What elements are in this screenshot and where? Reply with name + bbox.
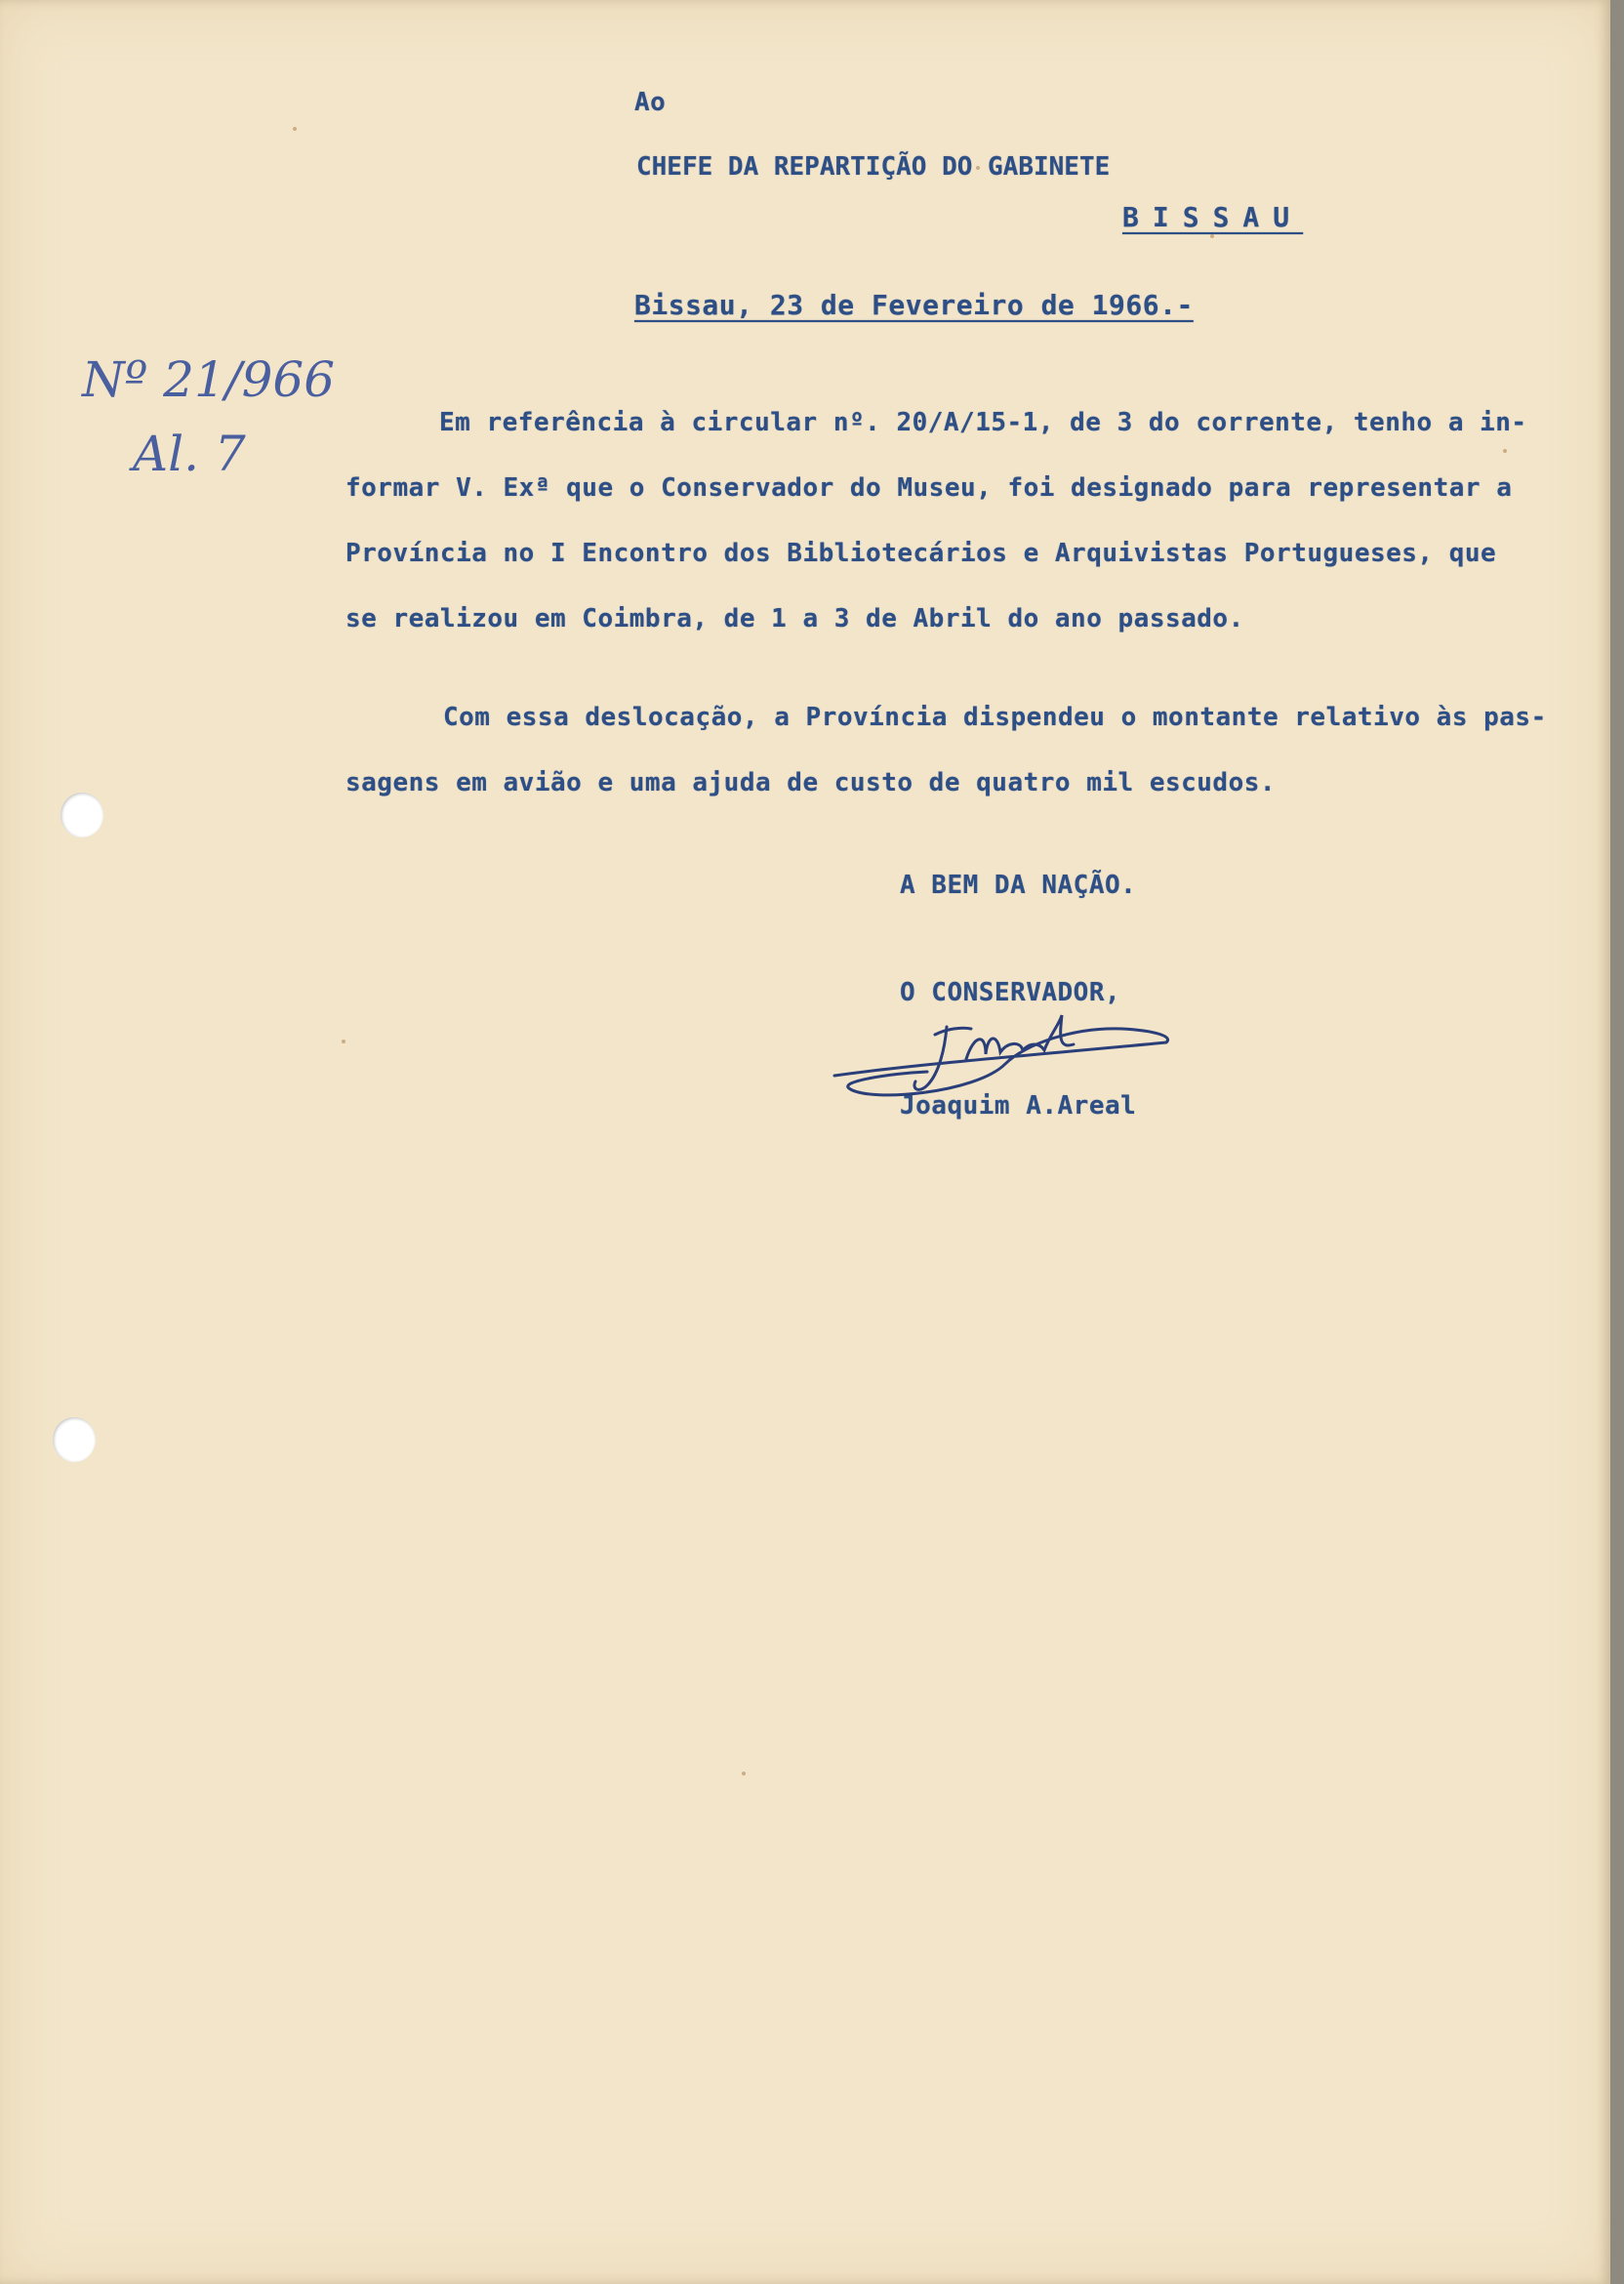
body-line-3: Província no I Encontro dos Bibliotecários e Arquivistas Portugueses, que [345, 539, 1497, 568]
signature [830, 1005, 1181, 1113]
handwritten-reference-number: Nº 21/966 [82, 351, 336, 408]
body-line-1: Em referência à circular nº. 20/A/15-1, de 3 do corrente, tenho a in- [439, 408, 1527, 437]
recipient: CHEFE DA REPARTIÇÃO DO GABINETE [636, 152, 1111, 182]
body-line-4: se realizou em Coimbra, de 1 a 3 de Abril do ano passado. [345, 604, 1244, 633]
letter-date: Bissau, 23 de Fevereiro de 1966.- [634, 289, 1194, 321]
handwritten-reference-code: Al. 7 [133, 426, 246, 482]
signer-title: O CONSERVADOR, [900, 978, 1121, 1007]
body-line-2: formar V. Exª que o Conservador do Museu, foi designado para representar a [345, 473, 1513, 503]
closing: A BEM DA NAÇÃO. [900, 871, 1137, 900]
punch-hole-lower [53, 1417, 96, 1462]
salutation: Ao [634, 88, 667, 117]
punch-hole-upper [61, 793, 103, 837]
body-line-6: sagens em avião e uma ajuda de custo de quatro mil escudos. [345, 768, 1277, 797]
body-line-5: Com essa deslocação, a Província dispendeu o montante relativo às pas- [443, 703, 1547, 732]
signer-name: Joaquim A.Areal [900, 1091, 1137, 1121]
recipient-city: BISSAU [1122, 201, 1304, 233]
